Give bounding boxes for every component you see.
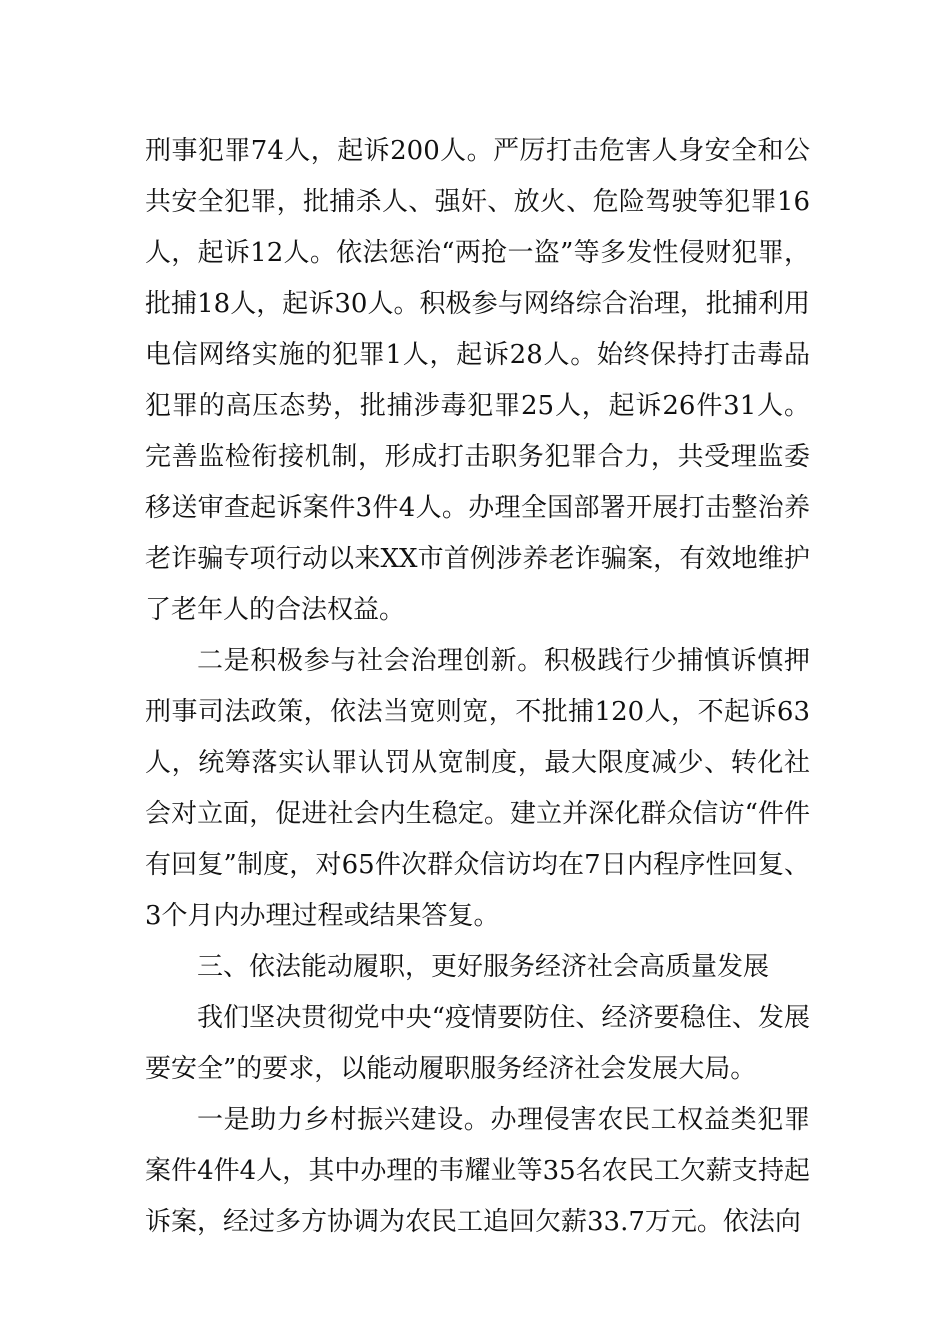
paragraph-rural-revitalization: 一是助力乡村振兴建设。办理侵害农民工权益类犯罪案件4件4人，其中办理的韦耀业等35名农民工欠薪支持起诉案，经过多方协调为农民工追回欠薪33.7万元。依法向 (145, 1105, 810, 1237)
paragraph-social-governance: 二是积极参与社会治理创新。积极践行少捕慎诉慎押刑事司法政策，依法当宽则宽，不批捕120人，不起诉63人，统筹落实认罪认罚从宽制度，最大限度减少、转化社会对立面，促进社会内生稳定。建立并深化群众信访“件件有回复”制度，对65件次群众信访均在7日内程序性回复、3个月内办理过程或结果答复。 (145, 646, 810, 931)
paragraph-party-requirement: 我们坚决贯彻党中央“疫情要防住、经济要稳住、发展要安全”的要求，以能动履职服务经济社会发展大局。 (145, 1003, 810, 1084)
paragraph-continuation: 刑事犯罪74人，起诉200人。严厉打击危害人身安全和公共安全犯罪，批捕杀人、强奸、放火、危险驾驶等犯罪16人，起诉12人。依法惩治“两抢一盗”等多发性侵财犯罪，批捕18人，起诉30人。积极参与网络综合治理，批捕利用电信网络实施的犯罪1人，起诉28人。始终保持打击毒品犯罪的高压态势，批捕涉毒犯罪25人，起诉26件31人。完善监检衔接机制，形成打击职务犯罪合力，共受理监委移送审查起诉案件3件4人。办理全国部署开展打击整治养老诈骗专项行动以来XX市首例涉养老诈骗案，有效地维护了老年人的合法权益。 (145, 136, 810, 625)
section-heading: 三、依法能动履职，更好服务经济社会高质量发展 (197, 952, 770, 982)
document-body (145, 126, 810, 1248)
